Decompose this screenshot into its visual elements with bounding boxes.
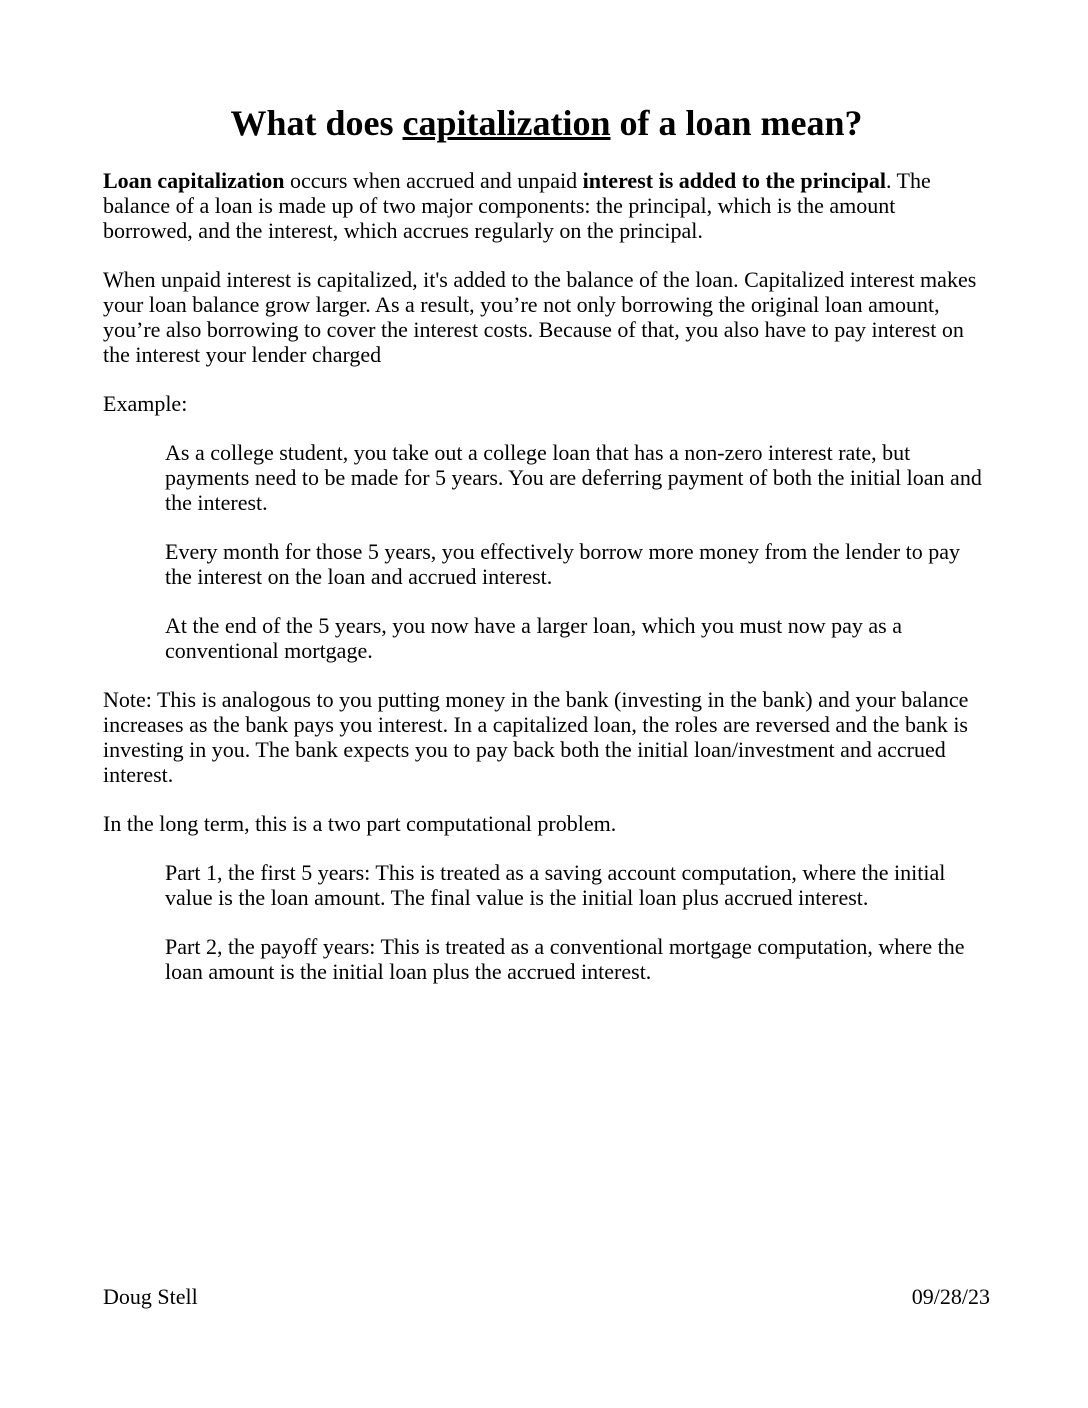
title-text-pre: What does [230, 103, 403, 143]
title-underlined-word: capitalization [402, 103, 611, 143]
title-text-post: of a loan mean? [610, 103, 863, 143]
example-label: Example: [103, 391, 188, 416]
intro-text-2: . The balance of a loan is made up of two major components: the principal, which is the amount borrowed, and the interest, which accrues regularly on the principal. [103, 168, 931, 243]
footer-date: 09/28/23 [911, 1284, 990, 1309]
part-2-paragraph: Part 2, the payoff years: This is treated as a conventional mortgage computation, where the loan amount is the initial loan plus the accrued interest. [165, 934, 965, 984]
document-body [0, 103, 1088, 984]
example-item-2: Every month for those 5 years, you effectively borrow more money from the lender to pay the interest on the loan and accrued interest. [165, 539, 961, 589]
example-item-1: As a college student, you take out a college loan that has a non-zero interest rate, but payments need to be made for 5 years. You are deferring payment of both the initial loan and the interest. [165, 440, 982, 515]
intro-text-1: occurs when accrued and unpaid [284, 168, 583, 193]
capitalized-interest-paragraph: When unpaid interest is capitalized, it's added to the balance of the loan. Capitalized interest makes your loan balance grow larger. As a result, you’re not only borrowing the original loan amount, you’re also borrowing to cover the interest costs. Because of that, you also have to pay interest on the interest your lender charged [103, 267, 977, 367]
intro-bold-lead: Loan capitalization [103, 168, 285, 193]
page-footer [103, 1284, 990, 1309]
example-item-3: At the end of the 5 years, you now have a larger loan, which you must now pay as a conventional mortgage. [165, 613, 903, 663]
footer-author: Doug Stell [103, 1284, 198, 1309]
intro-paragraph [103, 168, 990, 243]
part-1-paragraph: Part 1, the first 5 years: This is treated as a saving account computation, where the initial value is the loan amount. The final value is the initial loan plus accrued interest. [165, 860, 946, 910]
long-term-paragraph: In the long term, this is a two part computational problem. [103, 811, 617, 836]
page-title [103, 103, 990, 143]
note-paragraph: Note: This is analogous to you putting money in the bank (investing in the bank) and your balance increases as the bank pays you interest. In a capitalized loan, the roles are reversed and the bank is investing in you. The bank expects you to pay back both the initial loan/investment and accrued interest. [103, 687, 969, 787]
intro-bold-phrase: interest is added to the principal [582, 168, 886, 193]
